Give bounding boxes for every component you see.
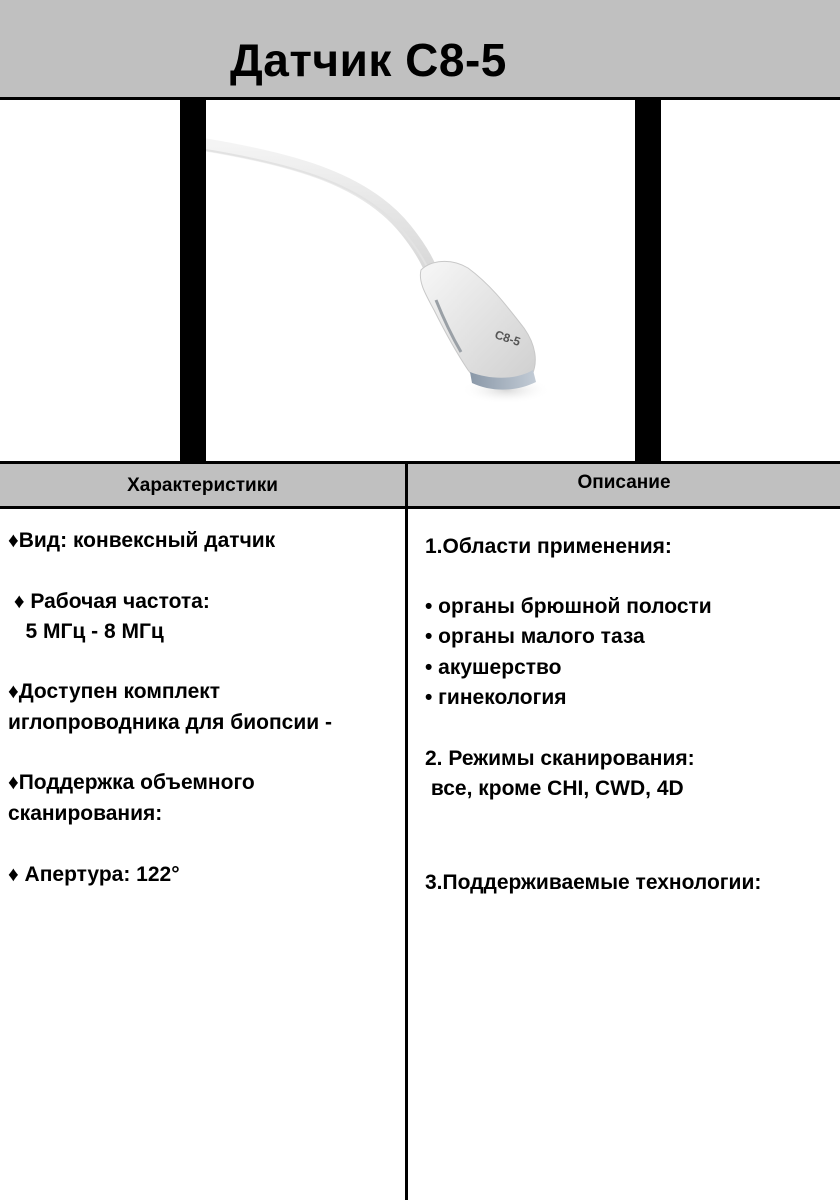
column-divider <box>405 461 408 1200</box>
desc-application-item: • органы малого таза <box>425 625 645 648</box>
header-description: Описание <box>577 472 671 493</box>
spec-volume-scan: ♦Поддержка объемного <box>8 771 255 794</box>
desc-applications-heading: 1.Области применения: <box>425 535 672 558</box>
spec-biopsy-kit: ♦Доступен комплект <box>8 680 221 703</box>
desc-technologies-heading: 3.Поддерживаемые технологии: <box>425 871 762 894</box>
desc-application-item: • органы брюшной полости <box>425 595 712 618</box>
spec-frequency-value: 5 МГц - 8 МГц <box>8 620 164 643</box>
spec-type: ♦Вид: конвексный датчик <box>8 529 276 552</box>
page-title: Датчик C8-5 <box>230 34 507 86</box>
desc-application-item: • акушерство <box>425 656 562 679</box>
header-characteristics: Характеристики <box>127 475 278 496</box>
spec-volume-scan-cont: сканирования: <box>8 802 163 825</box>
desc-application-item: • гинекология <box>425 686 567 709</box>
description-column <box>425 0 837 1200</box>
characteristics-column <box>8 0 403 1200</box>
desc-scan-modes-value: все, кроме CHI, CWD, 4D <box>425 777 684 800</box>
probe-label: C8-5 <box>493 327 523 349</box>
spec-frequency-label: ♦ Рабочая частота: <box>8 590 210 613</box>
spec-biopsy-kit-cont: иглопроводника для биопсии - <box>8 711 332 734</box>
spec-aperture: ♦ Апертура: 122° <box>8 863 180 886</box>
desc-scan-modes-heading: 2. Режимы сканирования: <box>425 747 695 770</box>
